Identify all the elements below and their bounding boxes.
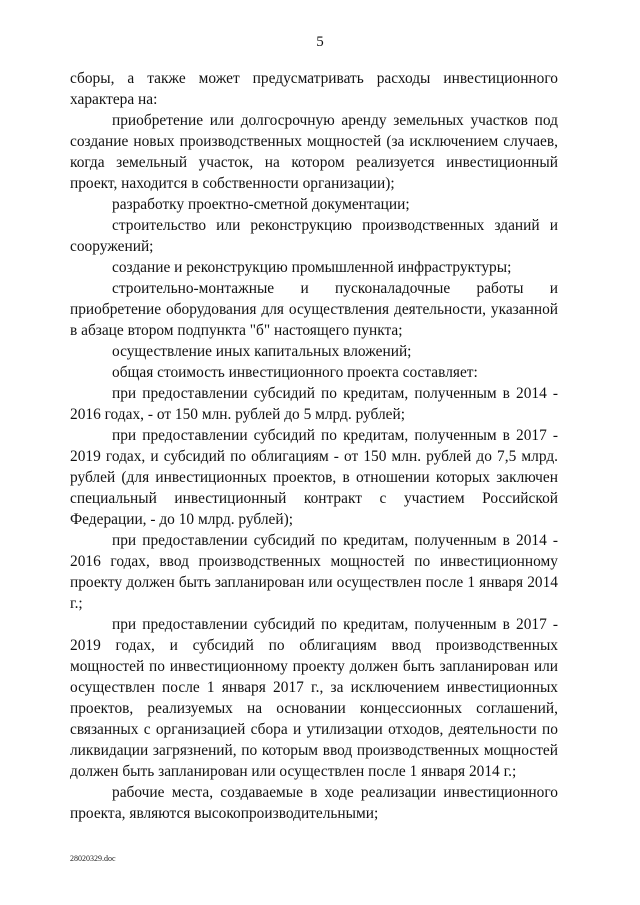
paragraph: разработку проектно-сметной документации; — [112, 196, 410, 213]
paragraph: сборы, а также может предусматривать расходы инвестиционного характера на: — [70, 70, 558, 108]
paragraph: создание и реконструкцию промышленной инфраструктуры; — [112, 259, 512, 276]
paragraph: при предоставлении субсидий по кредитам, полученным в 2017 - 2019 годах, и субсидий по облигациям ввод производственных мощностей по инвестиционному проекту должен быть запланирован или осуществлен после 1 января 2017 г., за исключением инвестиционных проектов, реализуемых на основании концессионных соглашений, связанных с организацией сбора и утилизации отходов, деятельности по ликвидации загрязнений, по которым ввод производственных мощностей должен быть запланирован или осуществлен после 1 января 2014 г.; — [70, 616, 558, 780]
document-body — [70, 68, 558, 824]
paragraph: при предоставлении субсидий по кредитам, полученным в 2014 - 2016 годах, - от 150 млн. рублей до 5 млрд. рублей; — [70, 385, 558, 423]
footer-filename: 28020329.doc — [70, 854, 116, 863]
paragraph: осуществление иных капитальных вложений; — [112, 343, 412, 360]
paragraph: рабочие места, создаваемые в ходе реализации инвестиционного проекта, являются высокопроизводительными; — [70, 784, 558, 822]
paragraph: общая стоимость инвестиционного проекта составляет: — [112, 364, 478, 381]
page-number: 5 — [316, 34, 324, 50]
paragraph: строительство или реконструкцию производственных зданий и сооружений; — [70, 217, 558, 255]
paragraph: при предоставлении субсидий по кредитам, полученным в 2014 - 2016 годах, ввод производственных мощностей по инвестиционному проекту должен быть запланирован или осуществлен после 1 января 2014 г.; — [70, 532, 558, 612]
paragraph: приобретение или долгосрочную аренду земельных участков под создание новых производственных мощностей (за исключением случаев, когда земельный участок, на котором реализуется инвестиционный проект, находится в собственности организации); — [70, 112, 558, 192]
paragraph: строительно-монтажные и пусконаладочные работы и приобретение оборудования для осуществления деятельности, указанной в абзаце втором подпункта "б" настоящего пункта; — [70, 280, 558, 339]
paragraph: при предоставлении субсидий по кредитам, полученным в 2017 - 2019 годах, и субсидий по облигациям - от 150 млн. рублей до 7,5 млрд. рублей (для инвестиционных проектов, в отношении которых заключен специальный инвестиционный контракт с участием Российской Федерации, - до 10 млрд. рублей); — [70, 427, 558, 528]
